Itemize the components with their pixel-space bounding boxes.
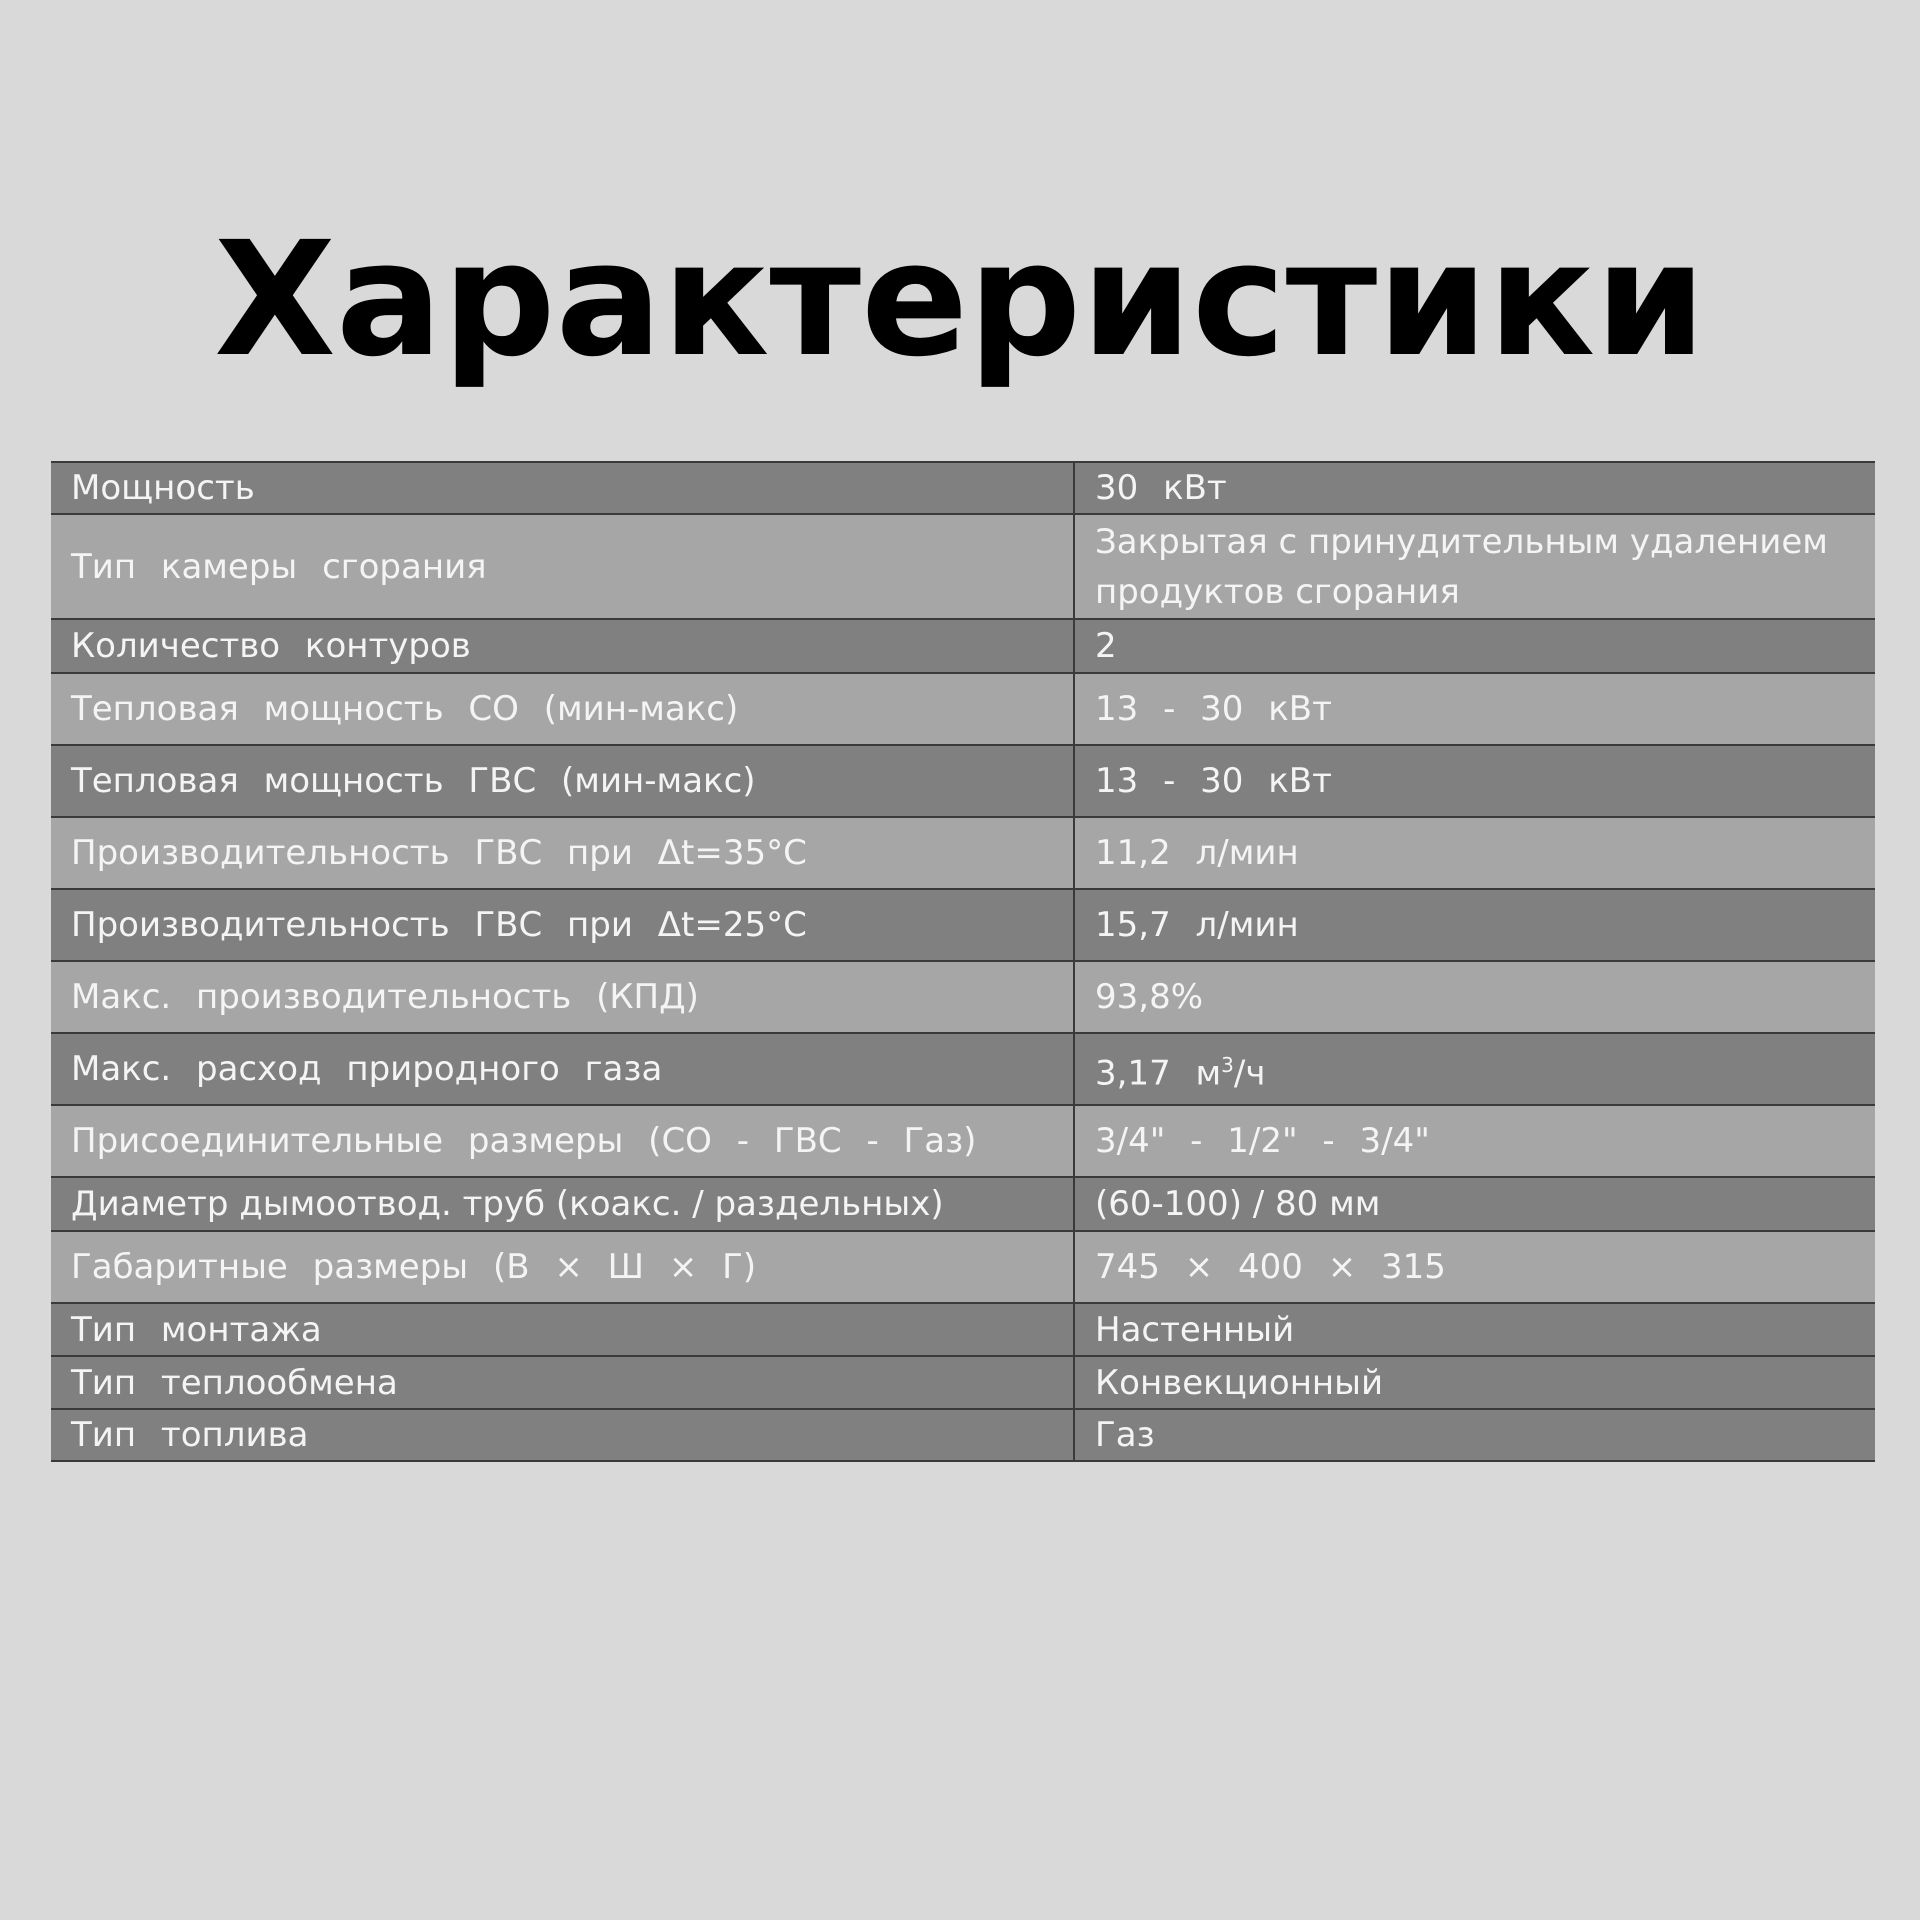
- table-row: [51, 1303, 1875, 1356]
- spec-label: Тип топлива: [51, 1409, 1074, 1461]
- spec-value: 2: [1074, 619, 1875, 673]
- spec-value-line: продуктов сгорания: [1095, 571, 1460, 612]
- spec-value: (60-100) / 80 мм: [1074, 1177, 1875, 1231]
- table-row: [51, 673, 1875, 745]
- spec-value: 15,7 л/мин: [1074, 889, 1875, 961]
- spec-label: Производительность ГВС при Δt=35°C: [51, 817, 1074, 889]
- superscript-unit: 3: [1221, 1052, 1234, 1077]
- spec-label: Тепловая мощность СО (мин-макс): [51, 673, 1074, 745]
- spec-value: 13 - 30 кВт: [1074, 673, 1875, 745]
- table-row: [51, 745, 1875, 817]
- page-title: Характеристики: [214, 208, 1706, 392]
- spec-label: Габаритные размеры (В × Ш × Г): [51, 1231, 1074, 1303]
- spec-value: [1074, 514, 1875, 619]
- table-row: [51, 1231, 1875, 1303]
- spec-label: Макс. расход природного газа: [51, 1033, 1074, 1105]
- spec-label: Мощность: [51, 462, 1074, 514]
- spec-value: Конвекционный: [1074, 1356, 1875, 1409]
- table-row: [51, 1033, 1875, 1105]
- spec-label: Присоединительные размеры (СО - ГВС - Газ): [51, 1105, 1074, 1177]
- table-row: [51, 889, 1875, 961]
- table-row: [51, 514, 1875, 619]
- table-row: [51, 462, 1875, 514]
- specifications-table: [51, 461, 1875, 1462]
- spec-label: Тип монтажа: [51, 1303, 1074, 1356]
- spec-value: 11,2 л/мин: [1074, 817, 1875, 889]
- spec-value: 745 × 400 × 315: [1074, 1231, 1875, 1303]
- table-row: [51, 1409, 1875, 1461]
- spec-value-line: Закрытая с принудительным удалением: [1095, 521, 1828, 562]
- table-row: [51, 817, 1875, 889]
- spec-label: Количество контуров: [51, 619, 1074, 673]
- spec-value: 30 кВт: [1074, 462, 1875, 514]
- table-row: [51, 1356, 1875, 1409]
- spec-value: 93,8%: [1074, 961, 1875, 1033]
- spec-value: 3/4" - 1/2" - 3/4": [1074, 1105, 1875, 1177]
- spec-value: 13 - 30 кВт: [1074, 745, 1875, 817]
- spec-value: 3,17 $м^3/ч$: [1074, 1033, 1875, 1105]
- spec-value: Газ: [1074, 1409, 1875, 1461]
- spec-label: Тепловая мощность ГВС (мин-макс): [51, 745, 1074, 817]
- spec-label: Диаметр дымоотвод. труб (коакс. / раздельных): [51, 1177, 1074, 1231]
- table-row: [51, 1105, 1875, 1177]
- spec-label: Производительность ГВС при Δt=25°C: [51, 889, 1074, 961]
- spec-value: Настенный: [1074, 1303, 1875, 1356]
- table-row: [51, 961, 1875, 1033]
- spec-label: Тип камеры сгорания: [51, 514, 1074, 619]
- table-row: [51, 619, 1875, 673]
- table-row: [51, 1177, 1875, 1231]
- spec-label: Макс. производительность (КПД): [51, 961, 1074, 1033]
- spec-label: Тип теплообмена: [51, 1356, 1074, 1409]
